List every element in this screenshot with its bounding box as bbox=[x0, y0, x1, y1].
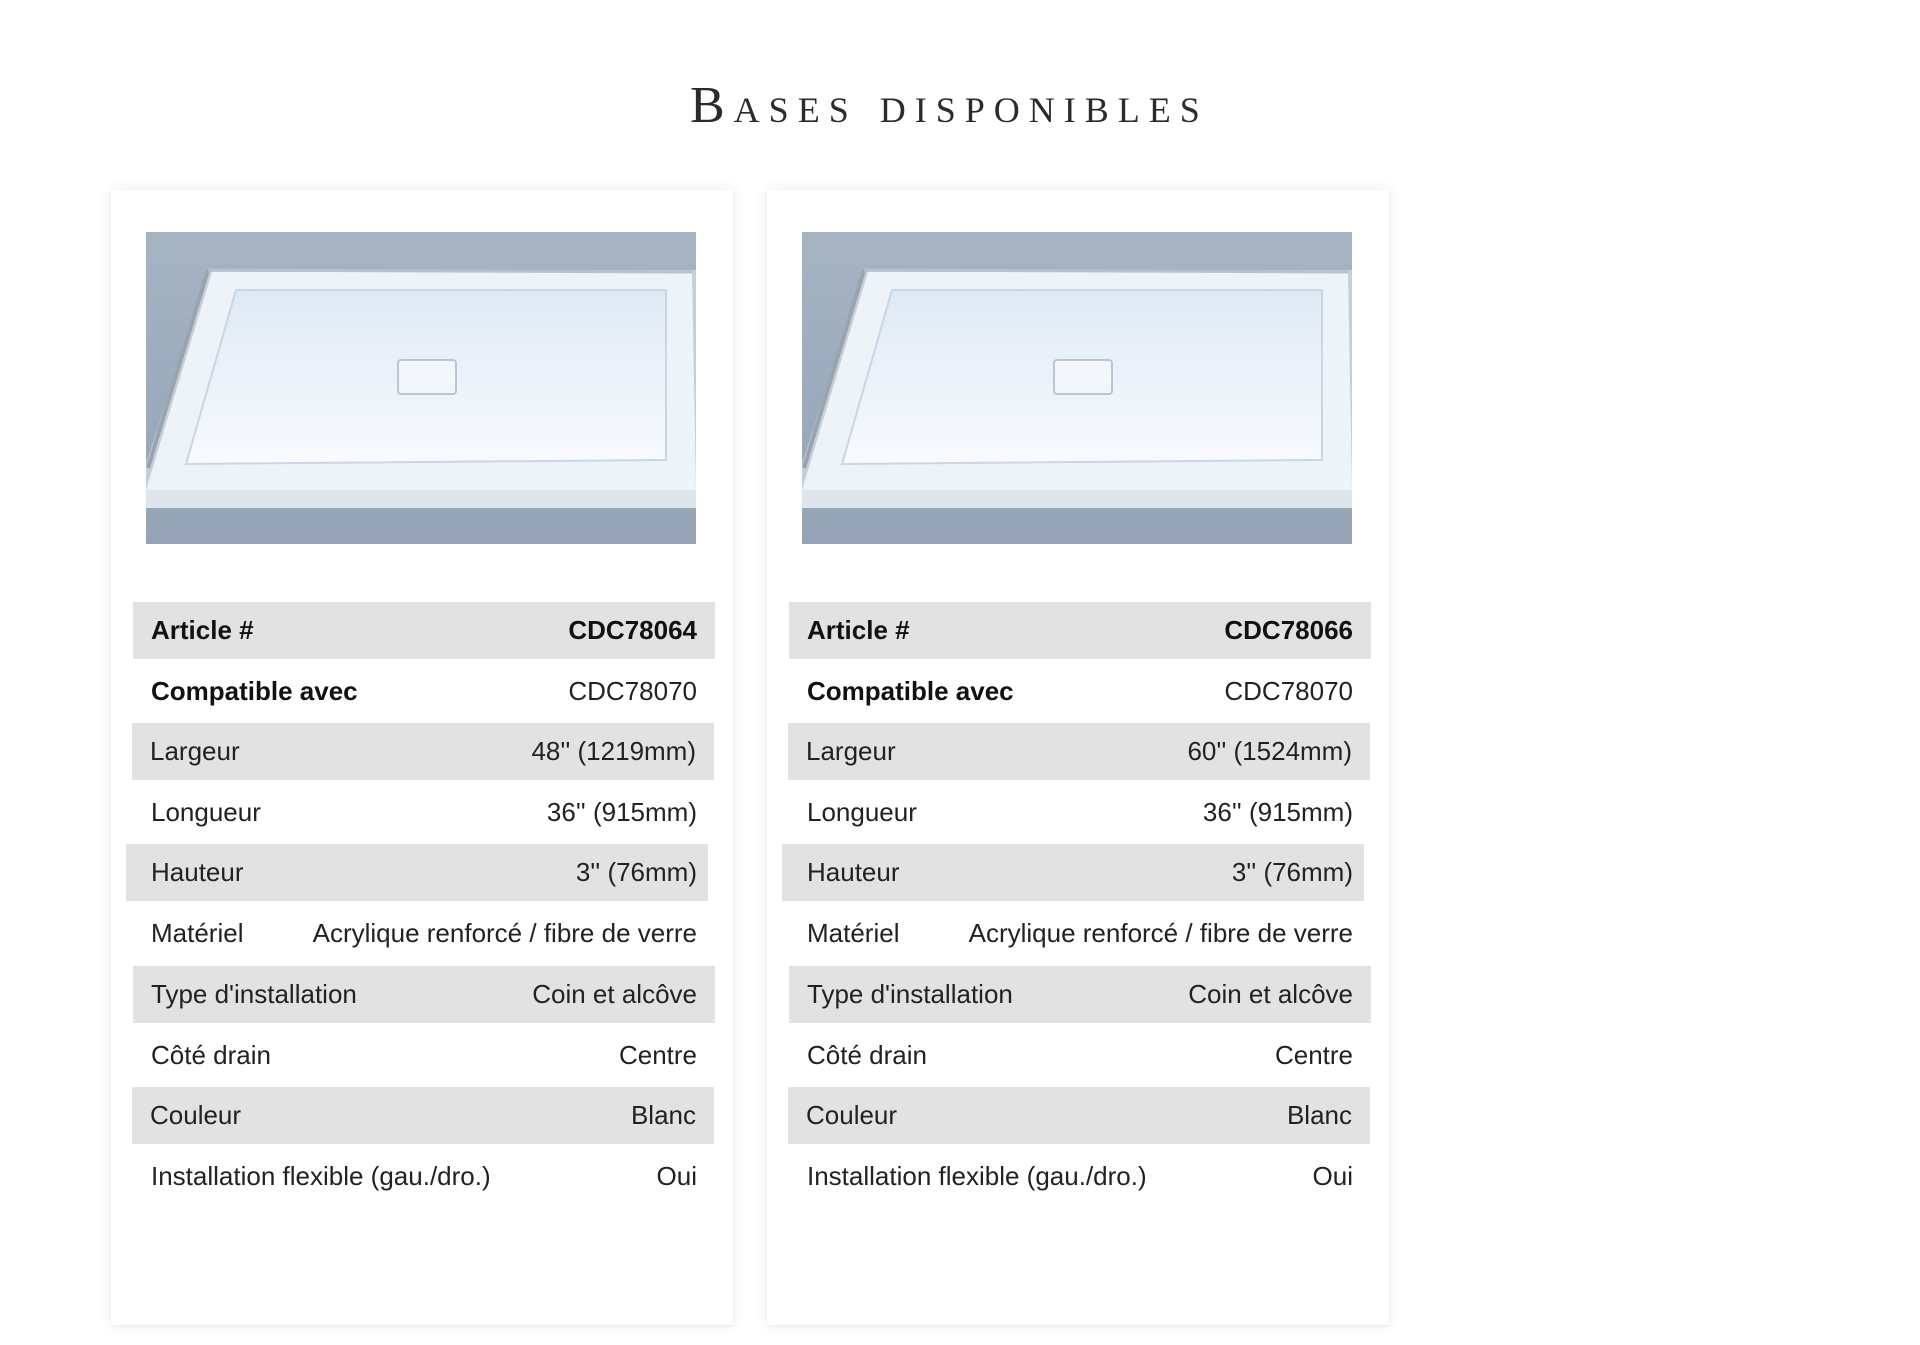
spec-label: Hauteur bbox=[807, 857, 900, 887]
product-card bbox=[111, 190, 733, 1325]
spec-value: Acrylique renforcé / fibre de verre bbox=[312, 918, 697, 948]
spec-value: 48'' (1219mm) bbox=[531, 736, 696, 766]
spec-row-longueur bbox=[789, 784, 1371, 841]
spec-label: Côté drain bbox=[807, 1040, 927, 1070]
spec-label: Compatible avec bbox=[807, 676, 1014, 706]
spec-label: Compatible avec bbox=[151, 676, 358, 706]
shower-base-image bbox=[146, 232, 696, 544]
spec-label: Couleur bbox=[806, 1100, 898, 1130]
spec-label: Article # bbox=[807, 615, 910, 645]
spec-row-couleur bbox=[788, 1087, 1370, 1144]
spec-label: Longueur bbox=[807, 797, 917, 827]
spec-label: Côté drain bbox=[151, 1040, 271, 1070]
spec-value: Centre bbox=[1274, 1040, 1353, 1070]
spec-row-installation-type bbox=[789, 966, 1371, 1023]
spec-label: Largeur bbox=[806, 736, 896, 766]
spec-row-installation-flexible bbox=[133, 1148, 715, 1205]
spec-row-hauteur bbox=[126, 844, 708, 901]
spec-value: CDC78064 bbox=[568, 615, 697, 645]
spec-row-cote-drain bbox=[789, 1027, 1371, 1084]
spec-value: CDC78070 bbox=[1224, 676, 1353, 706]
spec-row-materiel bbox=[133, 905, 715, 962]
spec-label: Hauteur bbox=[151, 857, 244, 887]
spec-label: Article # bbox=[151, 615, 254, 645]
spec-value: CDC78066 bbox=[1224, 615, 1353, 645]
spec-row-installation-type bbox=[133, 966, 715, 1023]
spec-value: 3'' (76mm) bbox=[575, 857, 697, 887]
spec-row-article bbox=[789, 602, 1371, 659]
shower-base-image bbox=[802, 232, 1352, 544]
spec-row-largeur bbox=[132, 723, 714, 780]
spec-value: Coin et alcôve bbox=[532, 979, 697, 1009]
spec-value: Centre bbox=[618, 1040, 697, 1070]
spec-row-longueur bbox=[133, 784, 715, 841]
spec-label: Matériel bbox=[151, 918, 244, 948]
spec-label: Couleur bbox=[150, 1100, 242, 1130]
spec-value: 3'' (76mm) bbox=[1231, 857, 1353, 887]
spec-value: Acrylique renforcé / fibre de verre bbox=[968, 918, 1353, 948]
spec-label: Largeur bbox=[150, 736, 240, 766]
spec-value: 36'' (915mm) bbox=[1202, 797, 1353, 827]
spec-value: Blanc bbox=[1286, 1100, 1352, 1130]
spec-row-materiel bbox=[789, 905, 1371, 962]
spec-value: Blanc bbox=[630, 1100, 696, 1130]
spec-value: Oui bbox=[1312, 1161, 1353, 1191]
spec-label: Type d'installation bbox=[151, 979, 357, 1009]
spec-value: Coin et alcôve bbox=[1188, 979, 1353, 1009]
spec-value: CDC78070 bbox=[568, 676, 697, 706]
spec-label: Matériel bbox=[807, 918, 900, 948]
spec-row-hauteur bbox=[782, 844, 1364, 901]
spec-label: Longueur bbox=[151, 797, 261, 827]
page-title: Bases disponibles bbox=[690, 77, 1209, 134]
spec-label: Installation flexible (gau./dro.) bbox=[807, 1161, 1147, 1191]
spec-row-compatible bbox=[133, 663, 715, 720]
spec-row-cote-drain bbox=[133, 1027, 715, 1084]
spec-value: 60'' (1524mm) bbox=[1187, 736, 1352, 766]
spec-label: Type d'installation bbox=[807, 979, 1013, 1009]
spec-value: 36'' (915mm) bbox=[546, 797, 697, 827]
spec-row-compatible bbox=[789, 663, 1371, 720]
product-card bbox=[767, 190, 1389, 1325]
spec-row-article bbox=[133, 602, 715, 659]
spec-label: Installation flexible (gau./dro.) bbox=[151, 1161, 491, 1191]
spec-row-couleur bbox=[132, 1087, 714, 1144]
spec-row-installation-flexible bbox=[789, 1148, 1371, 1205]
spec-value: Oui bbox=[656, 1161, 697, 1191]
spec-row-largeur bbox=[788, 723, 1370, 780]
